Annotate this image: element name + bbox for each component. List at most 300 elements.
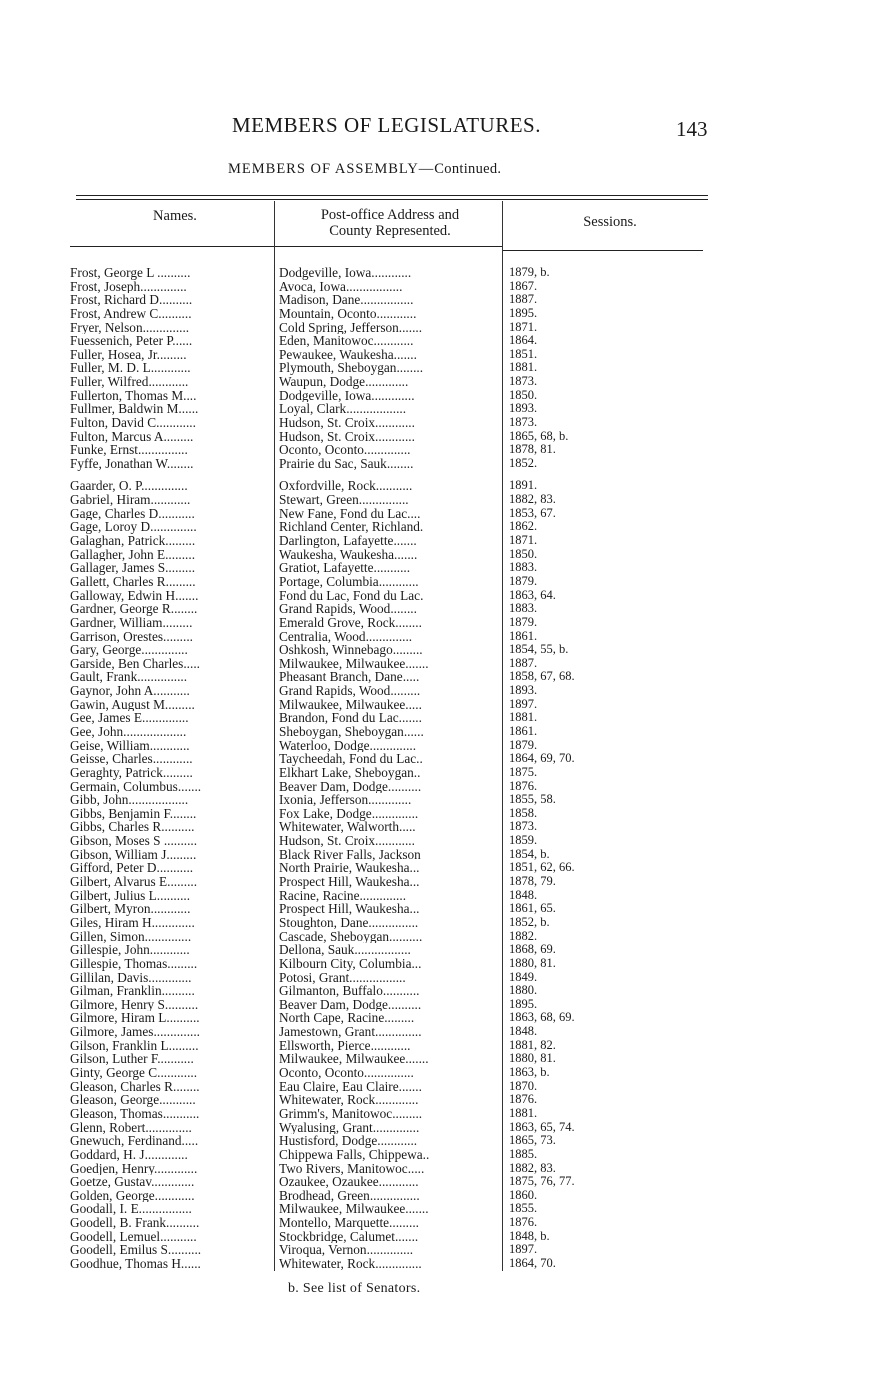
table-row [0, 1216, 869, 1230]
table-row [0, 1039, 869, 1053]
member-sessions: 1854, b. [509, 847, 550, 861]
member-name: Germain, Columbus....... [70, 779, 202, 794]
member-address: Hudson, St. Croix............ [279, 416, 415, 430]
member-name: Gilbert, Julius L.......... [70, 888, 191, 903]
table-row [0, 280, 869, 294]
member-sessions: 1880, 81. [509, 956, 556, 970]
member-name: Gilmore, James.............. [70, 1025, 200, 1039]
member-sessions: 1871. [509, 320, 538, 334]
table-row [0, 471, 869, 494]
member-address: Ixonia, Jefferson............. [279, 793, 412, 807]
member-sessions: 1882, 83. [509, 493, 556, 507]
table-row [0, 1243, 869, 1257]
table-row [0, 971, 869, 985]
table-row [0, 902, 869, 916]
member-name: Giles, Hiram H............. [70, 915, 195, 930]
member-address: Kilbourn City, Columbia... [279, 956, 422, 971]
member-sessions: 1850. [509, 388, 538, 402]
member-address: Waukesha, Waukesha....... [279, 547, 418, 562]
member-address: Jamestown, Grant.............. [279, 1025, 422, 1039]
member-name: Frost, Joseph.............. [70, 279, 187, 294]
member-sessions: 1885. [509, 1147, 538, 1161]
member-name: Gilbert, Alvarus E......... [70, 875, 198, 889]
member-sessions: 1863, 68, 69. [509, 1011, 575, 1025]
member-address: Taycheedah, Fond du Lac.. [279, 752, 423, 766]
member-sessions: 1883. [509, 602, 538, 616]
member-address: Plymouth, Sheboygan........ [279, 361, 424, 376]
member-address: Racine, Racine.............. [279, 888, 407, 903]
table-row [0, 389, 869, 403]
member-address: Oshkosh, Winnebago......... [279, 643, 423, 657]
section-heading-continued: Continued. [434, 161, 502, 177]
member-sessions: 1851, 62, 66. [509, 861, 575, 875]
member-address: Waterloo, Dodge.............. [279, 738, 417, 753]
member-address: Whitewater, Rock............. [279, 1093, 419, 1107]
table-row [0, 998, 869, 1012]
table-row [0, 443, 869, 457]
table-row [0, 602, 869, 616]
member-address: Waupun, Dodge............. [279, 375, 409, 389]
member-address: Stewart, Green............... [279, 493, 409, 507]
table-row [0, 793, 869, 807]
member-address: Sheboygan, Sheboygan...... [279, 725, 424, 739]
table-row [0, 430, 869, 444]
member-sessions: 1881. [509, 711, 538, 725]
member-sessions: 1893. [509, 684, 538, 698]
member-sessions: 1871. [509, 534, 538, 548]
table-row [0, 848, 869, 862]
table-row [0, 375, 869, 389]
member-sessions: 1881, 82. [509, 1038, 556, 1052]
member-name: Glenn, Robert.............. [70, 1120, 192, 1135]
table-row [0, 1134, 869, 1148]
member-name: Geisse, Charles............ [70, 752, 193, 766]
member-address: Dellona, Sauk................. [279, 943, 411, 957]
member-address: Grand Rapids, Wood......... [279, 684, 421, 698]
member-address: Ellsworth, Pierce............ [279, 1038, 411, 1053]
table-row [0, 930, 869, 944]
member-name: Gault, Frank............... [70, 670, 188, 685]
member-name: Gage, Charles D........... [70, 506, 195, 521]
member-address: Potosi, Grant................. [279, 970, 406, 985]
member-address: Chippewa Falls, Chippewa.. [279, 1147, 430, 1162]
table-row [0, 1080, 869, 1094]
member-address: Prospect Hill, Waukesha... [279, 902, 420, 916]
table-row [0, 493, 869, 507]
member-name: Gilman, Franklin.......... [70, 984, 195, 998]
member-address: Darlington, Lafayette....... [279, 534, 417, 548]
table-row [0, 670, 869, 684]
member-name: Fyffe, Jonathan W........ [70, 456, 194, 471]
member-sessions: 1860. [509, 1188, 538, 1202]
member-sessions: 1882. [509, 929, 538, 943]
member-name: Galaghan, Patrick......... [70, 534, 196, 548]
member-name: Geraghty, Patrick......... [70, 765, 193, 780]
member-sessions: 1881. [509, 361, 538, 375]
table-row [0, 307, 869, 321]
member-address: Brandon, Fond du Lac....... [279, 711, 422, 726]
member-sessions: 1875. [509, 765, 538, 779]
table-row [0, 807, 869, 821]
member-name: Gawin, August M......... [70, 697, 195, 712]
member-sessions: 1853, 67. [509, 506, 556, 520]
table-row [0, 616, 869, 630]
member-sessions: 1897. [509, 1243, 538, 1257]
member-sessions: 1848. [509, 888, 538, 902]
member-sessions: 1868, 69. [509, 943, 556, 957]
top-rule-2 [76, 199, 708, 200]
table-row [0, 1230, 869, 1244]
table-row [0, 1025, 869, 1039]
member-sessions: 1851. [509, 347, 538, 361]
member-sessions: 1895. [509, 997, 538, 1011]
member-address: Stoughton, Dane............... [279, 915, 419, 930]
table-row [0, 1107, 869, 1121]
member-name: Gifford, Peter D........... [70, 861, 194, 876]
member-sessions: 1859. [509, 834, 538, 848]
member-address: Dodgeville, Iowa............. [279, 388, 415, 403]
member-sessions: 1862. [509, 520, 538, 534]
member-name: Goodell, Lemuel........... [70, 1229, 197, 1244]
member-name: Gilson, Franklin L......... [70, 1038, 199, 1053]
member-sessions: 1849. [509, 970, 538, 984]
member-address: Hudson, St. Croix............ [279, 429, 415, 444]
member-address: Viroqua, Vernon.............. [279, 1243, 414, 1257]
member-name: Funke, Ernst............... [70, 443, 188, 457]
column-header-address-line1: Post-office Address and [320, 207, 460, 223]
member-address: Cascade, Sheboygan.......... [279, 929, 423, 944]
member-sessions: 1852, b. [509, 915, 550, 929]
member-sessions: 1891. [509, 479, 538, 493]
table-row [0, 1189, 869, 1203]
member-address: Eden, Manitowoc............ [279, 334, 414, 348]
member-sessions: 1863, b. [509, 1066, 550, 1080]
column-header-address [280, 207, 500, 239]
member-sessions: 1879. [509, 574, 538, 588]
table-row [0, 293, 869, 307]
member-name: Gibb, John.................. [70, 793, 189, 807]
table-row [0, 321, 869, 335]
member-name: Gibson, William J......... [70, 847, 197, 862]
member-sessions: 1876. [509, 1093, 538, 1107]
member-name: Gary, George.............. [70, 643, 188, 657]
table-row [0, 711, 869, 725]
member-sessions: 1880. [509, 984, 538, 998]
member-sessions: 1897. [509, 697, 538, 711]
table-row [0, 589, 869, 603]
member-name: Fullmer, Baldwin M...... [70, 402, 199, 417]
member-name: Goodhue, Thomas H...... [70, 1256, 201, 1271]
table-row [0, 889, 869, 903]
page-number: 143 [676, 117, 708, 141]
member-address: Grand Rapids, Wood........ [279, 602, 417, 616]
member-name: Gleason, George........... [70, 1093, 196, 1107]
member-sessions: 1861. [509, 629, 538, 643]
member-name: Gillespie, John............ [70, 943, 190, 957]
table-row [0, 739, 869, 753]
member-sessions: 1864. [509, 334, 538, 348]
member-name: Goedjen, Henry............. [70, 1161, 198, 1176]
member-sessions: 1867. [509, 279, 538, 293]
member-sessions: 1876. [509, 779, 538, 793]
member-name: Frost, George L .......... [70, 266, 191, 280]
member-name: Goodell, B. Frank.......... [70, 1216, 200, 1230]
member-address: Prospect Hill, Waukesha... [279, 875, 420, 889]
table-row [0, 1202, 869, 1216]
member-name: Gnewuch, Ferdinand..... [70, 1134, 199, 1148]
member-sessions: 1858, 67, 68. [509, 670, 575, 684]
table-row [0, 1148, 869, 1162]
member-address: Gratiot, Lafayette........... [279, 561, 411, 575]
member-name: Gaarder, O. P.............. [70, 479, 188, 494]
column-header-address-line2: County Represented. [329, 223, 451, 239]
member-name: Frost, Richard D.......... [70, 293, 193, 307]
table-row [0, 957, 869, 971]
table-row [0, 457, 869, 471]
member-name: Fulton, Marcus A......... [70, 429, 194, 444]
member-sessions: 1858. [509, 806, 538, 820]
member-name: Fuller, Hosea, Jr......... [70, 347, 187, 362]
header-rule-address [275, 246, 502, 247]
member-sessions: 1861. [509, 725, 538, 738]
member-address: Wyalusing, Grant.............. [279, 1120, 420, 1135]
member-name: Gleason, Charles R........ [70, 1079, 200, 1094]
member-table [0, 266, 869, 1271]
member-address: Portage, Columbia............ [279, 574, 419, 589]
member-sessions: 1893. [509, 402, 538, 416]
member-sessions: 1865, 73. [509, 1134, 556, 1148]
member-name: Gibson, Moses S .......... [70, 834, 198, 848]
member-sessions: 1864, 69, 70. [509, 752, 575, 766]
member-address: Avoca, Iowa................. [279, 279, 403, 294]
running-head: MEMBERS OF LEGISLATURES. [232, 113, 541, 137]
member-name: Fuessenich, Peter P...... [70, 334, 193, 348]
table-row [0, 1093, 869, 1107]
member-name: Garrison, Orestes......... [70, 629, 193, 644]
table-row [0, 1121, 869, 1135]
member-sessions: 1882, 83. [509, 1161, 556, 1175]
member-address: Whitewater, Rock.............. [279, 1256, 422, 1271]
member-address: Beaver Dam, Dodge.......... [279, 997, 422, 1012]
table-row [0, 643, 869, 657]
member-address: Pewaukee, Waukesha....... [279, 347, 417, 362]
member-name: Goetze, Gustav............. [70, 1175, 195, 1189]
member-sessions: 1880, 81. [509, 1052, 556, 1066]
member-address: Loyal, Clark.................. [279, 402, 407, 417]
member-sessions: 1876. [509, 1216, 538, 1230]
member-name: Gillilan, Davis............. [70, 970, 192, 985]
member-name: Gilmore, Henry S.......... [70, 997, 199, 1012]
table-row [0, 1011, 869, 1025]
table-row [0, 766, 869, 780]
section-heading [228, 161, 501, 178]
table-row [0, 834, 869, 848]
member-address: Gilmanton, Buffalo........... [279, 984, 420, 998]
member-name: Garside, Ben Charles..... [70, 656, 200, 671]
member-address: Milwaukee, Milwaukee....... [279, 1052, 429, 1067]
member-name: Fuller, M. D. L............ [70, 361, 191, 376]
member-address: Ozaukee, Ozaukee............ [279, 1175, 419, 1189]
member-address: Montello, Marquette......... [279, 1216, 419, 1230]
member-name: Golden, George............ [70, 1188, 195, 1203]
member-sessions: 1895. [509, 306, 538, 320]
table-row [0, 348, 869, 362]
member-name: Gee, James E.............. [70, 711, 189, 726]
header-rule-names [70, 246, 274, 247]
member-sessions: 1878, 79. [509, 875, 556, 889]
member-address: Oconto, Oconto............... [279, 1066, 414, 1080]
member-name: Gibbs, Charles R.......... [70, 820, 195, 835]
member-address: Milwaukee, Milwaukee....... [279, 1202, 429, 1217]
member-name: Gaynor, John A........... [70, 684, 190, 698]
member-address: North Cape, Racine......... [279, 1011, 415, 1026]
member-address: Centralia, Wood.............. [279, 629, 413, 644]
member-sessions: 1848. [509, 1025, 538, 1039]
member-sessions: 1879, b. [509, 266, 550, 279]
table-row [0, 916, 869, 930]
table-row [0, 1052, 869, 1066]
table-row [0, 575, 869, 589]
table-row [0, 416, 869, 430]
member-name: Goodall, I. E................ [70, 1202, 192, 1217]
member-address: Black River Falls, Jackson [279, 847, 421, 862]
member-address: Elkhart Lake, Sheboygan.. [279, 765, 421, 780]
member-sessions: 1855. [509, 1202, 538, 1216]
member-sessions: 1883. [509, 561, 538, 575]
member-sessions: 1873. [509, 416, 538, 430]
member-name: Fullerton, Thomas M.... [70, 388, 197, 403]
section-heading-main: MEMBERS OF ASSEMBLY— [228, 161, 435, 177]
member-address: Fox Lake, Dodge.............. [279, 806, 419, 821]
member-address: Hudson, St. Croix............ [279, 834, 415, 848]
table-row [0, 548, 869, 562]
table-row [0, 861, 869, 875]
member-name: Gardner, George R........ [70, 602, 198, 616]
table-row [0, 698, 869, 712]
member-name: Gilson, Luther F........... [70, 1052, 194, 1067]
member-address: Hustisford, Dodge............ [279, 1134, 418, 1148]
member-address: Pheasant Branch, Dane..... [279, 670, 420, 685]
table-row [0, 684, 869, 698]
member-address: Whitewater, Walworth..... [279, 820, 416, 835]
member-sessions: 1887. [509, 293, 538, 307]
table-row [0, 507, 869, 521]
member-sessions: 1865, 68, b. [509, 429, 569, 443]
table-row [0, 402, 869, 416]
member-name: Gilmore, Hiram L.......... [70, 1011, 200, 1026]
member-address: Eau Claire, Eau Claire....... [279, 1079, 422, 1094]
member-address: Emerald Grove, Rock........ [279, 615, 422, 630]
table-row [0, 520, 869, 534]
member-name: Gallager, James S......... [70, 561, 196, 575]
member-sessions: 1887. [509, 656, 538, 670]
table-row [0, 875, 869, 889]
member-address: Mountain, Oconto............ [279, 306, 417, 321]
member-name: Gillespie, Thomas......... [70, 956, 198, 971]
table-row [0, 266, 869, 280]
member-name: Ginty, George C............ [70, 1066, 198, 1080]
member-sessions: 1861, 65. [509, 902, 556, 916]
table-row [0, 1162, 869, 1176]
top-rule-1 [76, 195, 708, 196]
member-sessions: 1875, 76, 77. [509, 1175, 575, 1189]
member-address: Grimm's, Manitowoc......... [279, 1106, 423, 1121]
member-sessions: 1879. [509, 615, 538, 629]
member-sessions: 1863, 64. [509, 588, 556, 602]
table-row [0, 534, 869, 548]
member-name: Gage, Loroy D.............. [70, 520, 197, 535]
footnote: b. See list of Senators. [288, 1281, 421, 1296]
table-row [0, 1066, 869, 1080]
member-address: Stockbridge, Calumet....... [279, 1229, 419, 1244]
member-address: Richland Center, Richland. [279, 520, 424, 535]
table-row [0, 780, 869, 794]
member-name: Fuller, Wilfred............ [70, 375, 189, 389]
table-row [0, 984, 869, 998]
table-row [0, 361, 869, 375]
table-row [0, 561, 869, 575]
table-row [0, 657, 869, 671]
member-sessions: 1879. [509, 738, 538, 752]
member-sessions: 1863, 65, 74. [509, 1120, 575, 1134]
member-sessions: 1878, 81. [509, 443, 556, 457]
table-row [0, 334, 869, 348]
member-sessions: 1873. [509, 820, 538, 834]
member-address: Beaver Dam, Dodge.......... [279, 779, 422, 794]
member-name: Goddard, H. J............. [70, 1147, 188, 1162]
member-name: Gee, John................... [70, 725, 187, 739]
member-address: New Fane, Fond du Lac.... [279, 506, 421, 521]
table-row [0, 1175, 869, 1189]
member-sessions: 1870. [509, 1079, 538, 1093]
member-address: Milwaukee, Milwaukee..... [279, 697, 422, 712]
member-sessions: 1850. [509, 547, 538, 561]
table-row [0, 1257, 869, 1271]
table-row [0, 752, 869, 766]
member-name: Fulton, David C............ [70, 416, 196, 430]
member-name: Frost, Andrew C.......... [70, 306, 192, 321]
member-sessions: 1873. [509, 375, 538, 389]
member-name: Gillen, Simon.............. [70, 929, 192, 944]
member-name: Gibbs, Benjamin F........ [70, 806, 197, 821]
column-header-sessions: Sessions. [583, 214, 637, 230]
member-address: Two Rivers, Manitowoc..... [279, 1161, 425, 1176]
member-name: Goodell, Emilus S.......... [70, 1243, 202, 1257]
table-row [0, 725, 869, 739]
member-name: Geise, William............ [70, 738, 190, 753]
member-address: Fond du Lac, Fond du Lac. [279, 588, 424, 603]
member-address: Milwaukee, Milwaukee....... [279, 656, 429, 671]
member-sessions: 1864, 70. [509, 1256, 556, 1270]
member-address: Dodgeville, Iowa............ [279, 266, 412, 280]
member-address: Madison, Dane................ [279, 293, 414, 307]
member-sessions: 1855, 58. [509, 793, 556, 807]
member-address: Cold Spring, Jefferson....... [279, 320, 423, 335]
member-address: Oconto, Oconto.............. [279, 443, 411, 457]
column-header-names: Names. [153, 208, 197, 224]
member-address: Oxfordville, Rock........... [279, 479, 413, 494]
member-name: Gilbert, Myron............ [70, 902, 191, 916]
member-name: Gallett, Charles R......... [70, 574, 196, 589]
member-address: Brodhead, Green............... [279, 1188, 420, 1203]
member-address: North Prairie, Waukesha... [279, 861, 420, 876]
header-rule-sessions [503, 250, 703, 251]
table-row [0, 820, 869, 834]
member-name: Galloway, Edwin H....... [70, 588, 199, 603]
table-row [0, 630, 869, 644]
member-name: Gleason, Thomas........... [70, 1106, 200, 1121]
member-name: Gallagher, John E......... [70, 547, 196, 562]
